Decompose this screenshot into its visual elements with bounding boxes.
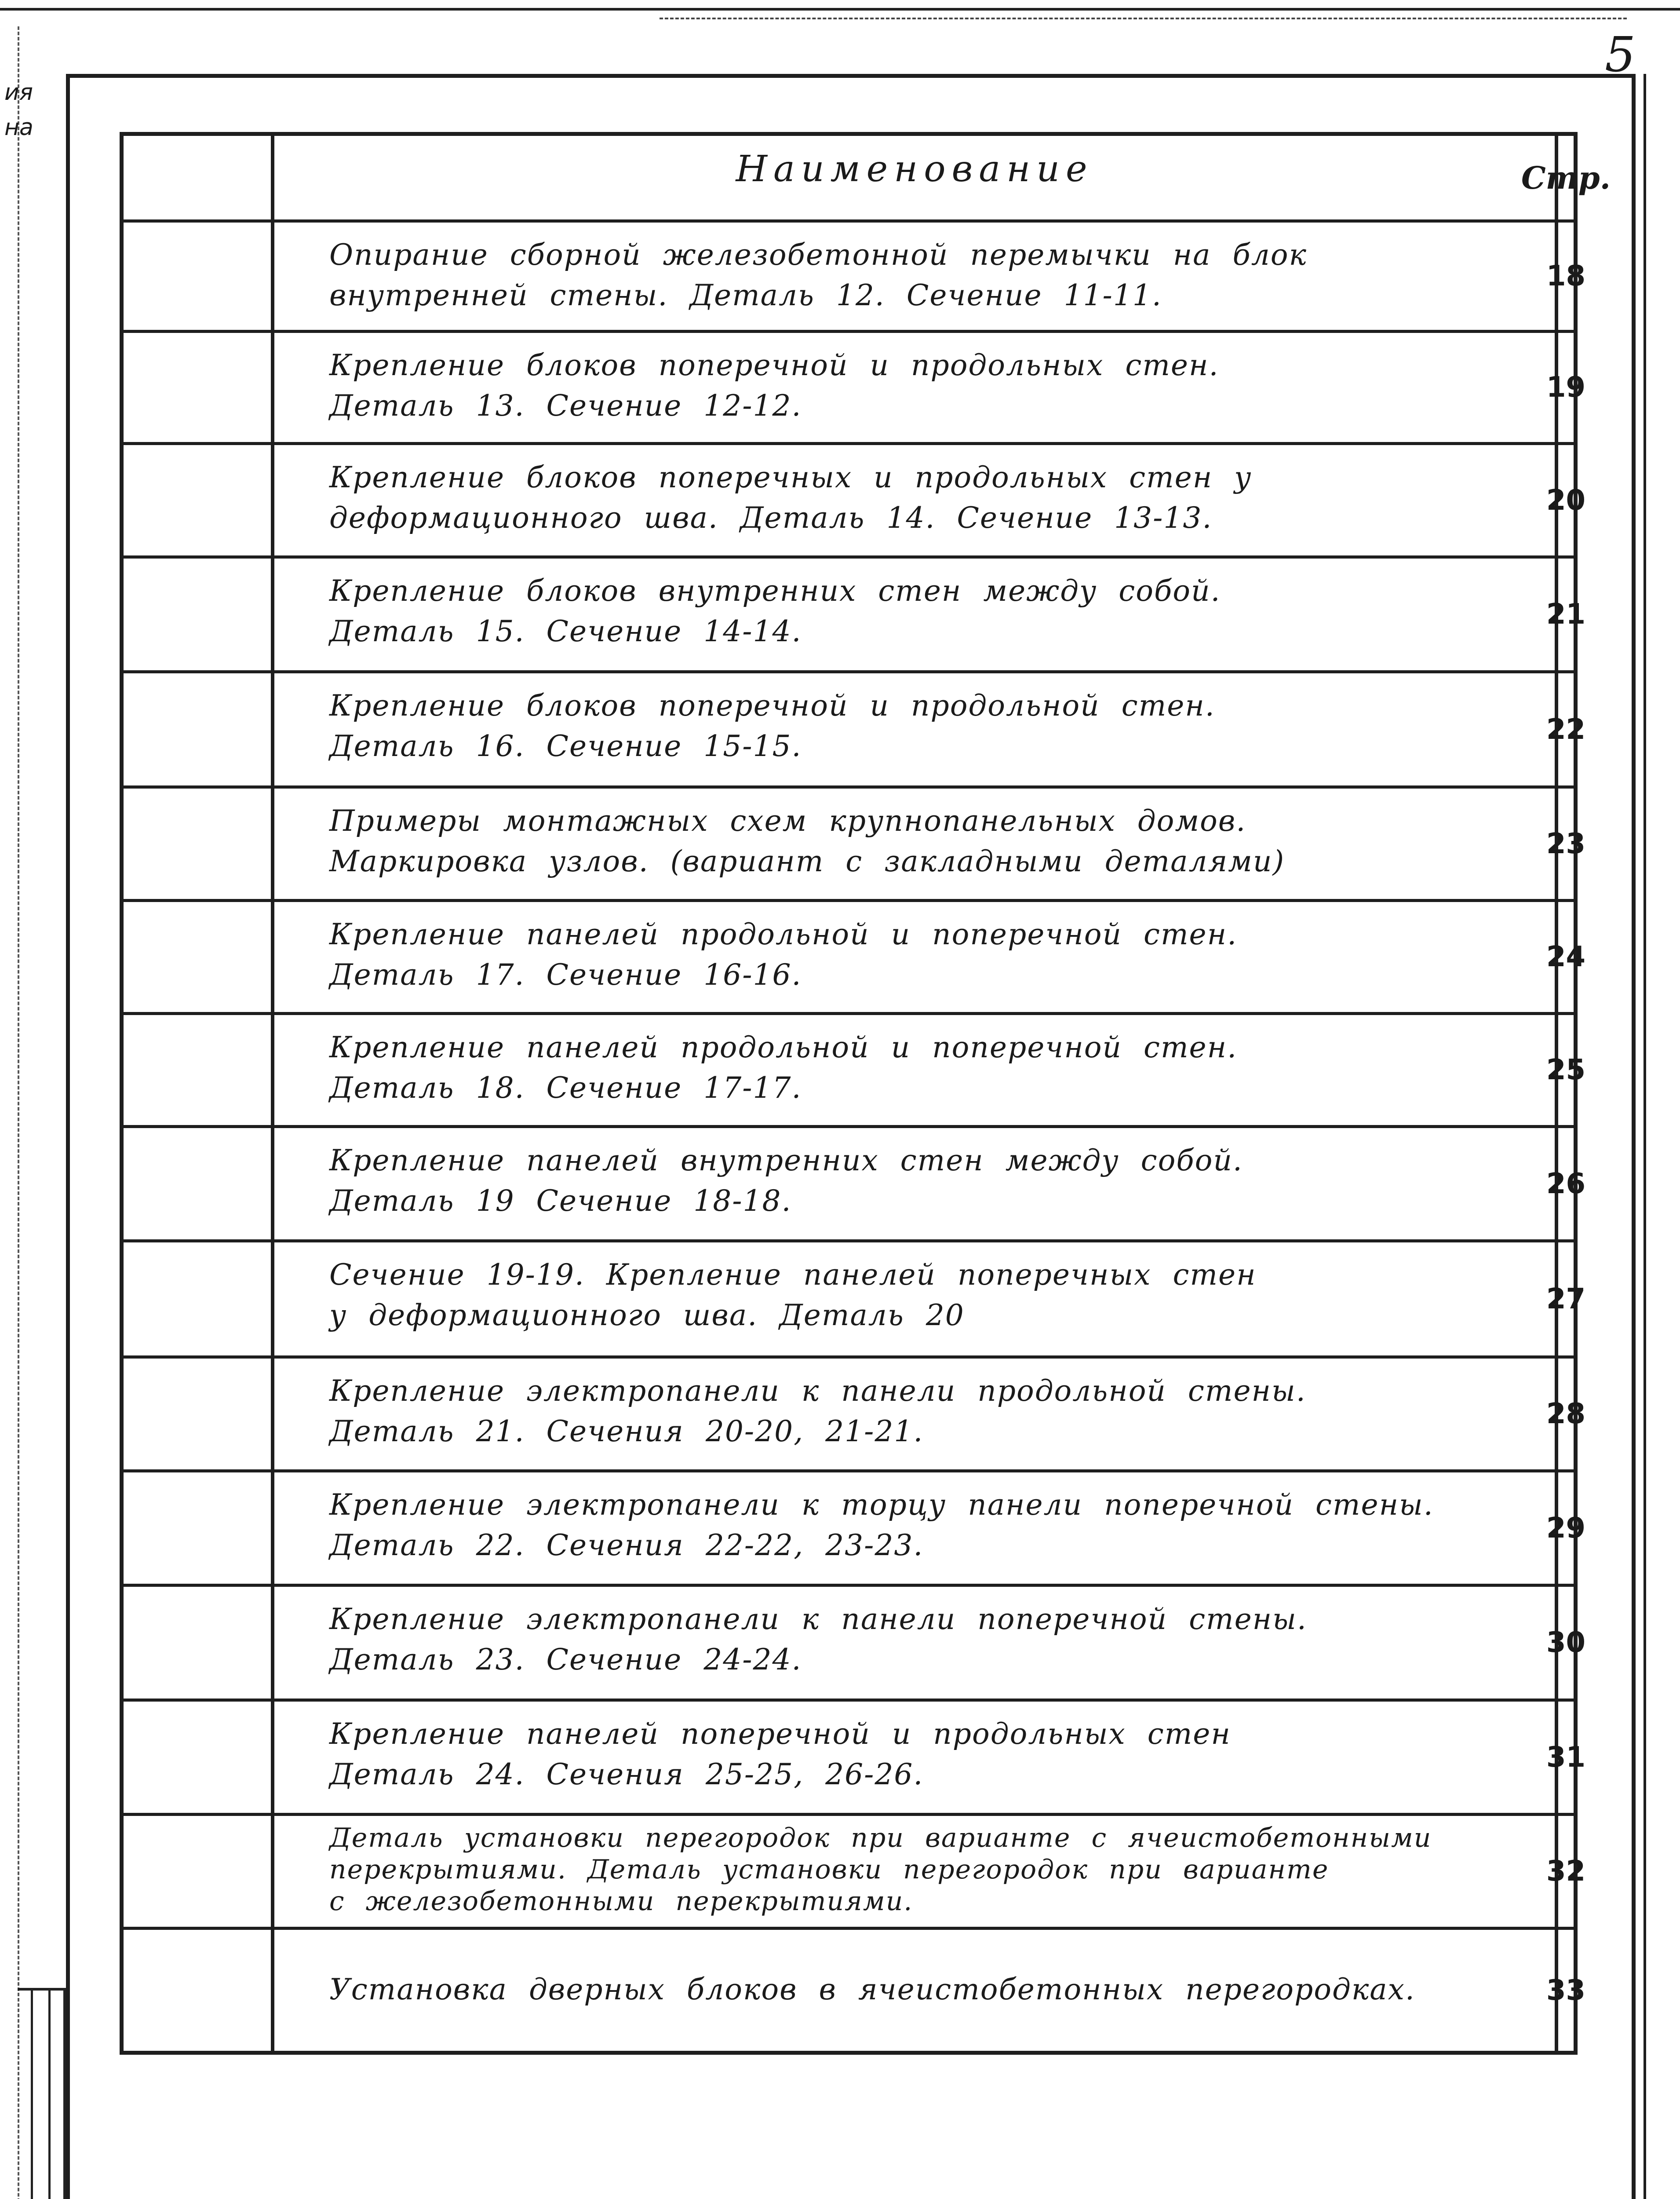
entry-line: Крепление блоков поперечной и продольной стен. (329, 689, 1215, 723)
entry-title (329, 1128, 1533, 1221)
contents-table (120, 132, 1611, 2055)
table-row (124, 670, 1586, 785)
entry-title (329, 223, 1533, 316)
entry-line: Крепление электропанели к панели поперечной стены. (329, 1602, 1307, 1636)
page-number: 5 (1605, 26, 1636, 83)
table-row (124, 1012, 1586, 1125)
entry-line: Крепление панелей продольной и поперечной стен. (329, 1030, 1238, 1064)
entry-page: 23 (1546, 827, 1586, 860)
entry-line: Деталь 17. Сечение 16-16. (329, 958, 802, 992)
entry-page: 19 (1546, 371, 1586, 404)
table-header-row (124, 136, 1611, 219)
entry-line: Установка дверных блоков в ячеистобетонных перегородках. (329, 1973, 1415, 2006)
margin-mark: на (4, 114, 33, 141)
entry-title (329, 559, 1533, 652)
table-row (124, 785, 1586, 899)
table-row (124, 1584, 1586, 1699)
entry-title (329, 445, 1533, 538)
entry-line: Сечение 19-19. Крепление панелей поперечных стен (329, 1258, 1257, 1292)
table-row (124, 442, 1586, 555)
entry-line: Примеры монтажных схем крупнопанельных домов. (329, 804, 1246, 838)
entry-line: Крепление блоков внутренних стен между собой. (329, 574, 1221, 608)
entry-title (329, 673, 1533, 767)
entry-page: 21 (1546, 598, 1586, 631)
entry-page: 33 (1546, 1974, 1586, 2007)
entry-line: у деформационного шва. Деталь 20 (329, 1298, 965, 1332)
entry-line: Крепление электропанели к панели продольной стены. (329, 1374, 1306, 1408)
entry-title (329, 1472, 1533, 1566)
table-row (124, 330, 1586, 442)
table-row (124, 555, 1586, 670)
scan-edge-top (0, 8, 1680, 11)
entry-line: Деталь 21. Сечения 20-20, 21-21. (329, 1414, 924, 1448)
entry-title (329, 1015, 1533, 1108)
margin-mark: ия (4, 79, 33, 106)
entry-line: Маркировка узлов. (вариант с закладными деталями) (329, 844, 1285, 878)
entry-line: перекрытиями. Деталь установки перегородок при варианте (329, 1854, 1329, 1885)
entry-title (329, 1359, 1533, 1452)
entry-title (329, 333, 1533, 426)
entry-page: 28 (1546, 1398, 1586, 1430)
table-row (124, 1813, 1586, 1927)
table-row (124, 899, 1586, 1012)
entry-title (329, 1930, 1533, 2010)
entry-line: Деталь 18. Сечение 17-17. (329, 1071, 802, 1105)
table-row (124, 1125, 1586, 1239)
entry-page: 24 (1546, 941, 1586, 973)
entry-line: Деталь 23. Сечение 24-24. (329, 1643, 802, 1677)
header-name: Наименование (736, 148, 1093, 190)
entry-line: внутренней стены. Деталь 12. Сечение 11-11. (329, 278, 1162, 312)
entry-line: с железобетонными перекрытиями. (329, 1886, 913, 1917)
entry-line: Деталь установки перегородок при варианте с ячеистобетонными (329, 1823, 1432, 1853)
entry-line: Опирание сборной железобетонной перемычки на блок (329, 238, 1307, 272)
side-stamp-box (18, 1988, 66, 2199)
table-row (124, 1355, 1586, 1469)
entry-page: 26 (1546, 1167, 1586, 1200)
table-row (124, 219, 1586, 330)
binding-margin (0, 26, 19, 2199)
table-row (124, 1239, 1586, 1355)
entry-title (329, 1816, 1533, 1917)
frame-outer-line (1644, 74, 1646, 2199)
entry-page: 18 (1546, 260, 1586, 292)
entry-line: Крепление электропанели к торцу панели поперечной стены. (329, 1488, 1434, 1522)
entry-line: Деталь 16. Сечение 15-15. (329, 729, 802, 763)
entry-page: 22 (1546, 713, 1586, 746)
entry-title (329, 789, 1533, 882)
table-row (124, 1469, 1586, 1584)
table-row (124, 1699, 1586, 1813)
entry-page: 31 (1546, 1741, 1586, 1774)
entry-title (329, 1587, 1533, 1680)
entry-page: 27 (1546, 1282, 1586, 1315)
entry-line: Крепление блоков поперечной и продольных стен. (329, 348, 1219, 382)
entry-line: Крепление панелей поперечной и продольных стен (329, 1717, 1231, 1751)
entry-page: 25 (1546, 1054, 1586, 1086)
entry-page: 30 (1546, 1626, 1586, 1659)
entry-line: Крепление панелей продольной и поперечной стен. (329, 917, 1238, 951)
entry-title (329, 1702, 1533, 1795)
entry-line: Крепление панелей внутренних стен между собой. (329, 1143, 1243, 1177)
table-row (124, 1927, 1586, 2051)
entry-page: 32 (1546, 1855, 1586, 1888)
entry-page: 20 (1546, 484, 1586, 517)
scan-edge-dashed (660, 18, 1627, 19)
entry-line: Деталь 22. Сечения 22-22, 23-23. (329, 1528, 924, 1562)
entry-line: Деталь 19 Сечение 18-18. (329, 1184, 792, 1218)
entry-line: Деталь 15. Сечение 14-14. (329, 614, 802, 648)
header-page: Стр. (1521, 159, 1611, 196)
entry-line: деформационного шва. Деталь 14. Сечение 13-13. (329, 501, 1213, 535)
entry-title (329, 1242, 1533, 1336)
entry-page: 29 (1546, 1512, 1586, 1545)
entry-line: Крепление блоков поперечных и продольных стен у (329, 460, 1252, 494)
entry-line: Деталь 13. Сечение 12-12. (329, 389, 802, 423)
entry-line: Деталь 24. Сечения 25-25, 26-26. (329, 1757, 924, 1791)
entry-title (329, 902, 1533, 995)
